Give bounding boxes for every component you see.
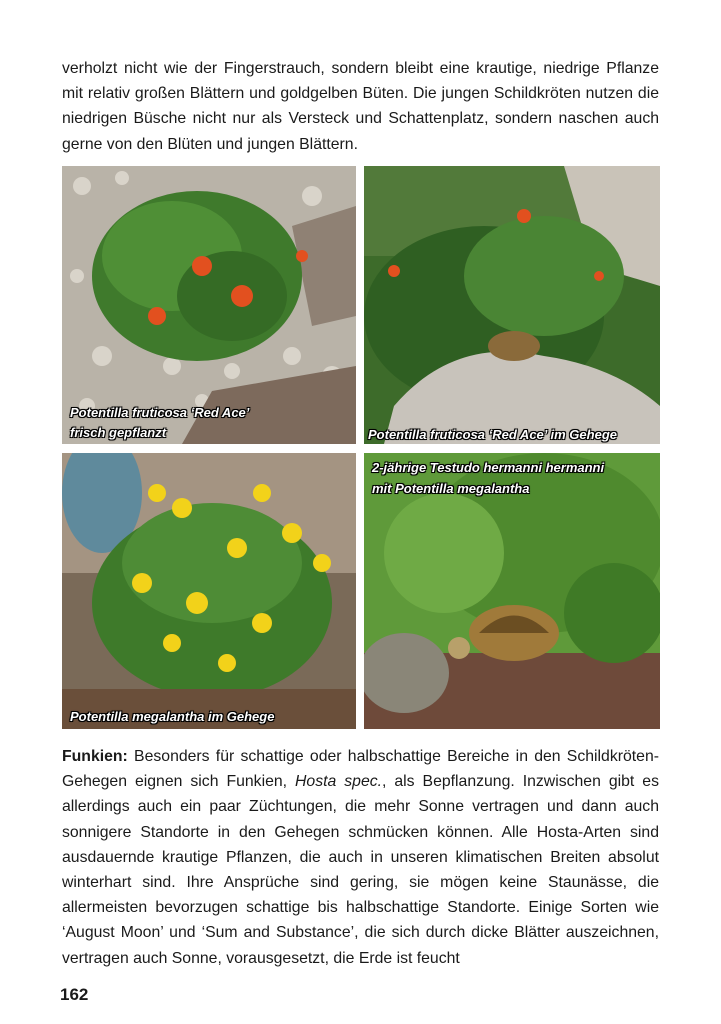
funkien-text-b: , als Bepflanzung. Inzwischen gibt es allerdings auch ein paar Züchtungen, die mehr Sonne vertragen und dann auch sonnigere Standorte in den Gehegen schmücken können. Alle Hosta-Arten sind ausdauernde krautige Pflanzen, die auch in unseren klimatischen Breiten absolut winterhart sind. Ihre Ansprüche sind gering, sie mögen keine Staunässe, die allermeisten bevorzugen schattige bis halbschattige Standorte. Einige Sorten wie ‘August Moon’ und ‘Sum and Substance’, die sich durch dicke Blätter auszeichnen, vertragen auch Sonne, vorausgesetzt, die Erde ist feucht xyxy=(62,773,659,967)
photo-megalantha-enclosure xyxy=(62,453,356,729)
caption-photo-2: Potentilla fruticosa ‘Red Ace’ im Gehege xyxy=(368,427,617,442)
photo-red-ace-enclosure xyxy=(364,166,660,444)
funkien-heading: Funkien: xyxy=(62,748,128,765)
page-number: 162 xyxy=(60,985,89,1004)
funkien-text-a: Besonders für schattige oder halbschattige Bereiche in den Schildkröten-Gehegen eignen sich Funkien, xyxy=(62,748,659,791)
funkien-paragraph xyxy=(62,744,659,971)
hosta-name: Hosta spec. xyxy=(295,773,383,791)
caption-photo-1-line-2: frisch gepflanzt xyxy=(70,425,167,440)
caption-photo-3: Potentilla megalantha im Gehege xyxy=(70,709,275,724)
caption-photo-4-line-1: 2-jährige Testudo hermanni hermanni xyxy=(372,460,605,475)
caption-photo-1-line-1: Potentilla fruticosa ‘Red Ace’ xyxy=(70,405,250,420)
caption-photo-4-line-2: mit Potentilla megalantha xyxy=(372,481,530,496)
intro-paragraph: verholzt nicht wie der Fingerstrauch, sondern bleibt eine krautige, niedrige Pflanze mit relativ großen Blättern und goldgelben Büten. Die jungen Schildkröten nutzen die niedrigen Büsche nicht nur als Versteck und Schattenplatz, sondern naschen auch gerne von den Blüten und jungen Blättern. xyxy=(62,60,659,153)
photo-red-ace-planted xyxy=(62,166,356,444)
